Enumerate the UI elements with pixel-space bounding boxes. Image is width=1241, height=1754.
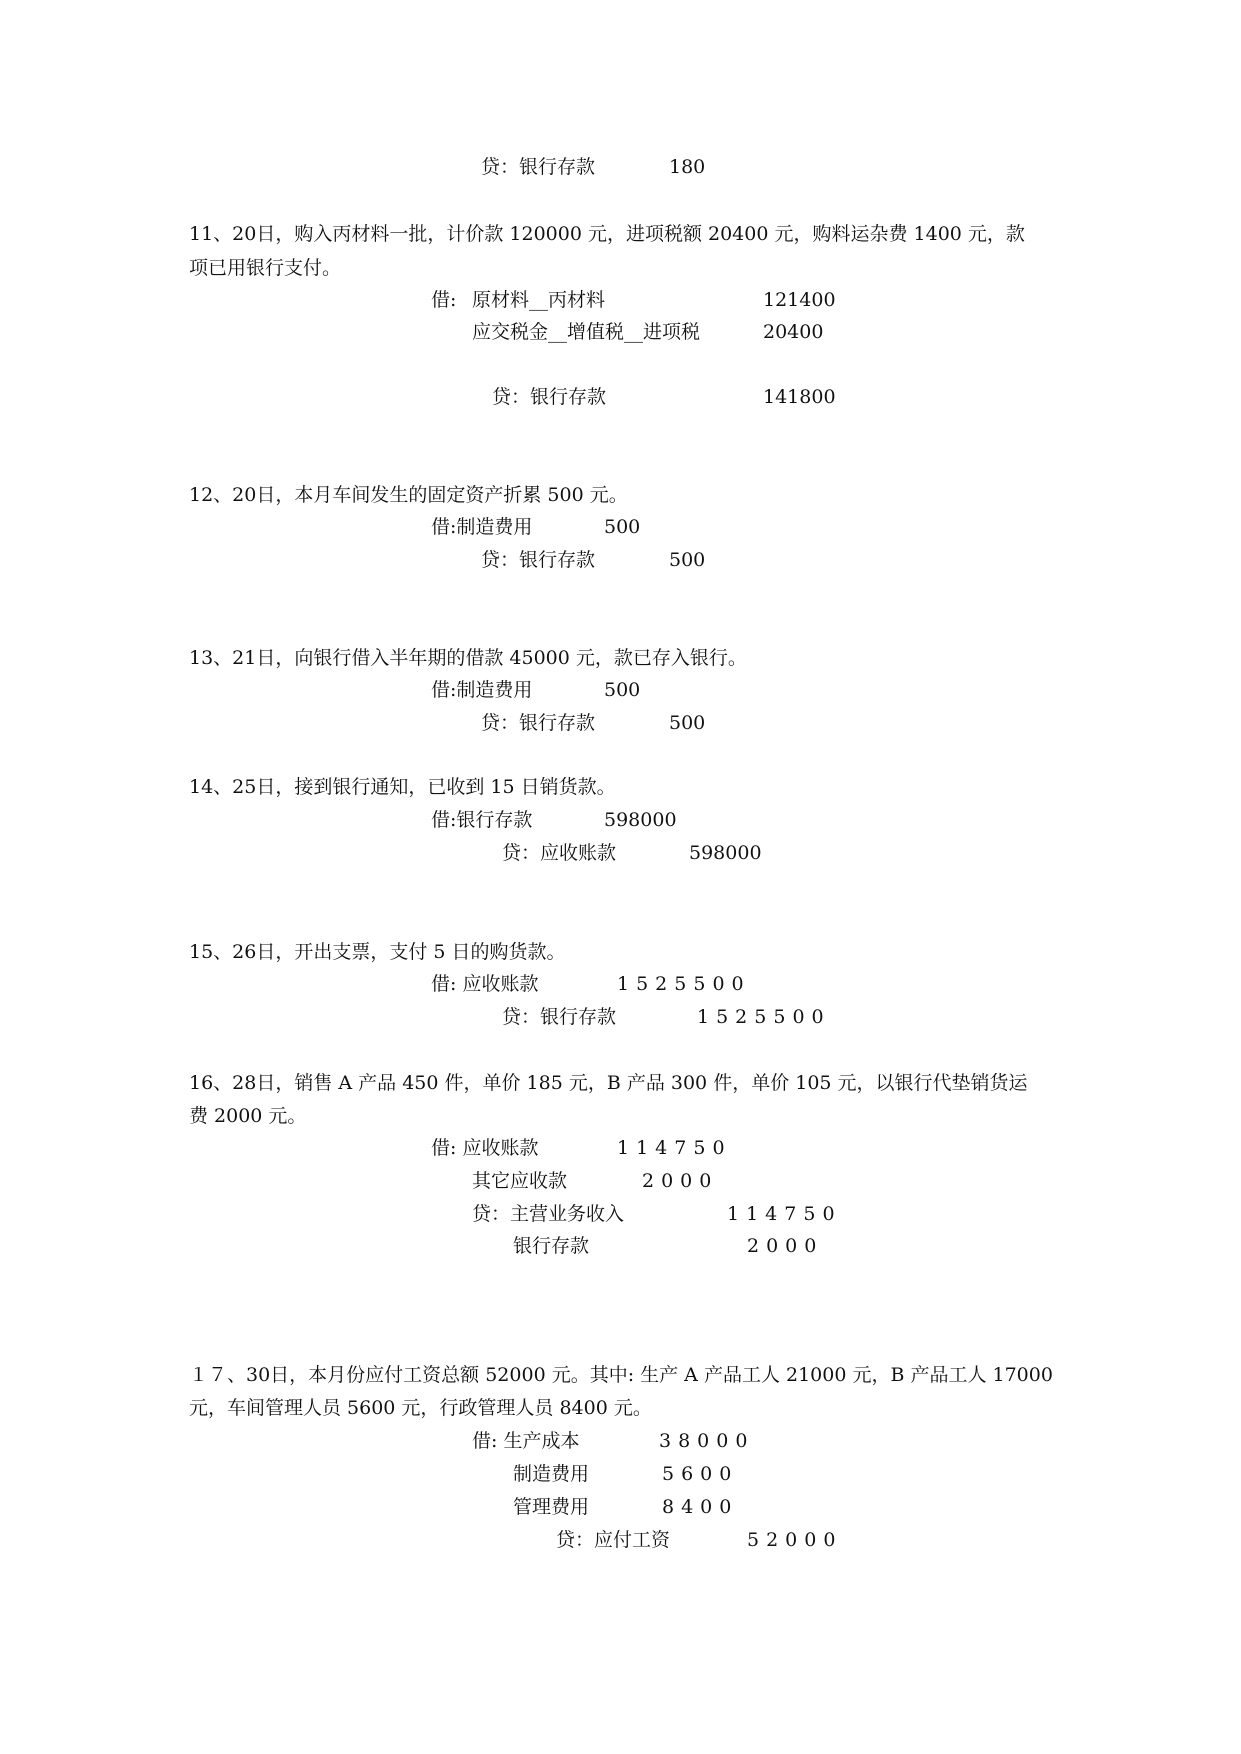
credit-entry-amount: 52000 — [747, 1529, 843, 1551]
debit-entry-amount: 5600 — [662, 1463, 739, 1485]
credit-entry-amount: 2000 — [747, 1235, 824, 1257]
credit-entry-label: 贷：主营业务收入 — [472, 1203, 625, 1225]
debit-entry-label: 制造费用 — [513, 1463, 590, 1485]
question-text: 15、26日，开出支票，支付 5 日的购货款。 — [189, 941, 566, 963]
credit-entry-label: 贷：应收账款 — [502, 842, 617, 864]
debit-entry-label: 借: 生产成本 — [472, 1430, 580, 1452]
debit-entry-amount: 114750 — [617, 1137, 732, 1159]
debit-entry-label: 借:银行存款 — [431, 809, 533, 831]
debit-entry-label: 借:制造费用 — [431, 516, 533, 538]
credit-entry-label: 贷：银行存款 — [502, 1006, 617, 1028]
debit-entry-amount: 38000 — [659, 1430, 755, 1452]
question-text: １７、30日，本月份应付工资总额 52000 元。其中: 生产 A 产品工人 21000 元，B 产品工人 17000 — [189, 1364, 1053, 1386]
credit-entry-amount: 141800 — [763, 386, 836, 408]
credit-entry-amount: 1525500 — [697, 1006, 831, 1028]
question-text: 12、20日，本月车间发生的固定资产折累 500 元。 — [189, 484, 628, 506]
question-text: 14、25日，接到银行通知，已收到 15 日销货款。 — [189, 776, 616, 798]
credit-entry-amount: 500 — [669, 549, 706, 571]
debit-entry-amount: 2000 — [642, 1170, 719, 1192]
credit-entry-label: 贷：银行存款 — [492, 386, 607, 408]
question-text-continued: 项已用银行支付。 — [189, 257, 342, 279]
credit-entry-amount: 500 — [669, 712, 706, 734]
debit-entry-amount: 8400 — [662, 1496, 739, 1518]
question-text: 16、28日，销售 A 产品 450 件，单价 185 元，B 产品 300 件，单价 105 元，以银行代垫销货运 — [189, 1072, 1028, 1094]
credit-entry-label: 贷：银行存款 — [481, 549, 596, 571]
debit-entry-label: 原材料__丙材料 — [472, 289, 606, 311]
credit-entry-amount: 180 — [669, 156, 706, 178]
debit-entry-label: 管理费用 — [513, 1496, 590, 1518]
credit-entry-label: 贷：应付工资 — [556, 1529, 671, 1551]
debit-entry-label: 应交税金__增值税__进项税 — [472, 321, 701, 343]
credit-entry-label: 贷：银行存款 — [481, 156, 596, 178]
debit-prefix: 借: — [431, 289, 457, 311]
debit-entry-label: 借: 应收账款 — [431, 973, 539, 995]
question-text-continued: 费 2000 元。 — [189, 1105, 307, 1127]
debit-entry-amount: 121400 — [763, 289, 836, 311]
credit-entry-label: 贷：银行存款 — [481, 712, 596, 734]
credit-entry-amount: 114750 — [727, 1203, 842, 1225]
debit-entry-amount: 20400 — [763, 321, 824, 343]
question-text-continued: 元，车间管理人员 5600 元，行政管理人员 8400 元。 — [189, 1397, 652, 1419]
debit-entry-label: 借: 应收账款 — [431, 1137, 539, 1159]
debit-entry-amount: 500 — [604, 679, 641, 701]
debit-entry-label: 借:制造费用 — [431, 679, 533, 701]
debit-entry-label: 其它应收款 — [472, 1170, 568, 1192]
debit-entry-amount: 598000 — [604, 809, 677, 831]
credit-entry-amount: 598000 — [689, 842, 762, 864]
debit-entry-amount: 500 — [604, 516, 641, 538]
question-text: 11、20日，购入丙材料一批，计价款 120000 元，进项税额 20400 元，购料运杂费 1400 元，款 — [189, 223, 1025, 245]
question-text: 13、21日，向银行借入半年期的借款 45000 元，款已存入银行。 — [189, 647, 747, 669]
credit-entry-label: 银行存款 — [513, 1235, 590, 1257]
debit-entry-amount: 1525500 — [617, 973, 751, 995]
